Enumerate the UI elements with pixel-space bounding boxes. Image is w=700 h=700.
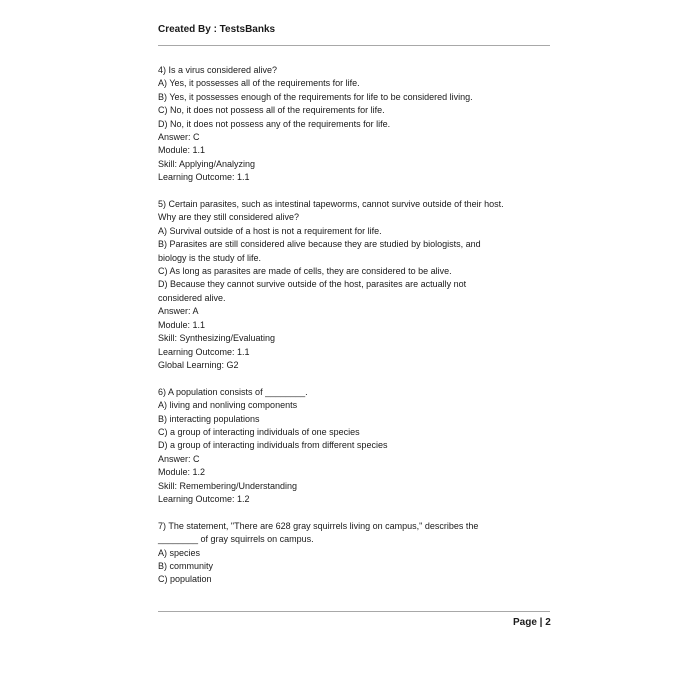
question-line: C) a group of interacting individuals of one species	[158, 426, 360, 437]
question-line: A) species	[158, 547, 201, 558]
question-line: Why are they still considered alive?	[158, 212, 300, 223]
question-line: Module: 1.1	[158, 145, 206, 156]
header-divider	[158, 45, 550, 46]
question-line: C) As long as parasites are made of cells, they are considered to be alive.	[158, 266, 452, 277]
question-line: A) living and nonliving components	[158, 400, 298, 411]
question-line: C) population	[158, 574, 212, 585]
question-line: Module: 1.2	[158, 467, 206, 478]
question-line: ________ of gray squirrels on campus.	[158, 534, 314, 545]
question-line: Learning Outcome: 1.1	[158, 172, 250, 183]
question-5	[158, 198, 553, 372]
question-line: Answer: A	[158, 306, 199, 317]
question-line: Module: 1.1	[158, 319, 206, 330]
question-7	[158, 520, 553, 587]
question-line: Skill: Synthesizing/Evaluating	[158, 333, 276, 344]
question-line: 4) Is a virus considered alive?	[158, 65, 278, 75]
question-line: considered alive.	[158, 292, 226, 303]
question-line: D) Because they cannot survive outside of the host, parasites are actually not	[158, 279, 467, 290]
question-line: biology is the study of life.	[158, 252, 262, 263]
question-line: A) Survival outside of a host is not a requirement for life.	[158, 225, 382, 236]
question-line: Skill: Remembering/Understanding	[158, 480, 298, 491]
question-line: Skill: Applying/Analyzing	[158, 158, 256, 169]
question-line: 5) Certain parasites, such as intestinal tapeworms, cannot survive outside of their host.	[158, 199, 504, 210]
question-4	[158, 64, 553, 185]
question-line: B) interacting populations	[158, 413, 260, 424]
question-line: Learning Outcome: 1.2	[158, 493, 250, 504]
question-6	[158, 386, 553, 507]
question-line: 7) The statement, "There are 628 gray squirrels living on campus," describes the	[158, 520, 479, 531]
question-line: D) a group of interacting individuals from different species	[158, 440, 388, 451]
question-line: C) No, it does not possess all of the requirements for life.	[158, 105, 385, 116]
question-line: B) Yes, it possesses enough of the requirements for life to be considered living.	[158, 91, 473, 102]
question-line: B) community	[158, 560, 214, 571]
question-line: Answer: C	[158, 453, 200, 464]
question-line: Answer: C	[158, 132, 200, 143]
document-header-title: Created By : TestsBanks	[158, 24, 276, 35]
footer-divider	[158, 611, 550, 612]
question-line: B) Parasites are still considered alive because they are studied by biologists, and	[158, 239, 481, 250]
question-line: Global Learning: G2	[158, 359, 239, 370]
question-line: D) No, it does not possess any of the requirements for life.	[158, 118, 391, 129]
question-line: 6) A population consists of ________.	[158, 386, 308, 397]
page-number: Page | 2	[513, 617, 551, 628]
question-content	[158, 64, 553, 600]
question-line: Learning Outcome: 1.1	[158, 346, 250, 357]
question-line: A) Yes, it possesses all of the requirements for life.	[158, 78, 360, 89]
